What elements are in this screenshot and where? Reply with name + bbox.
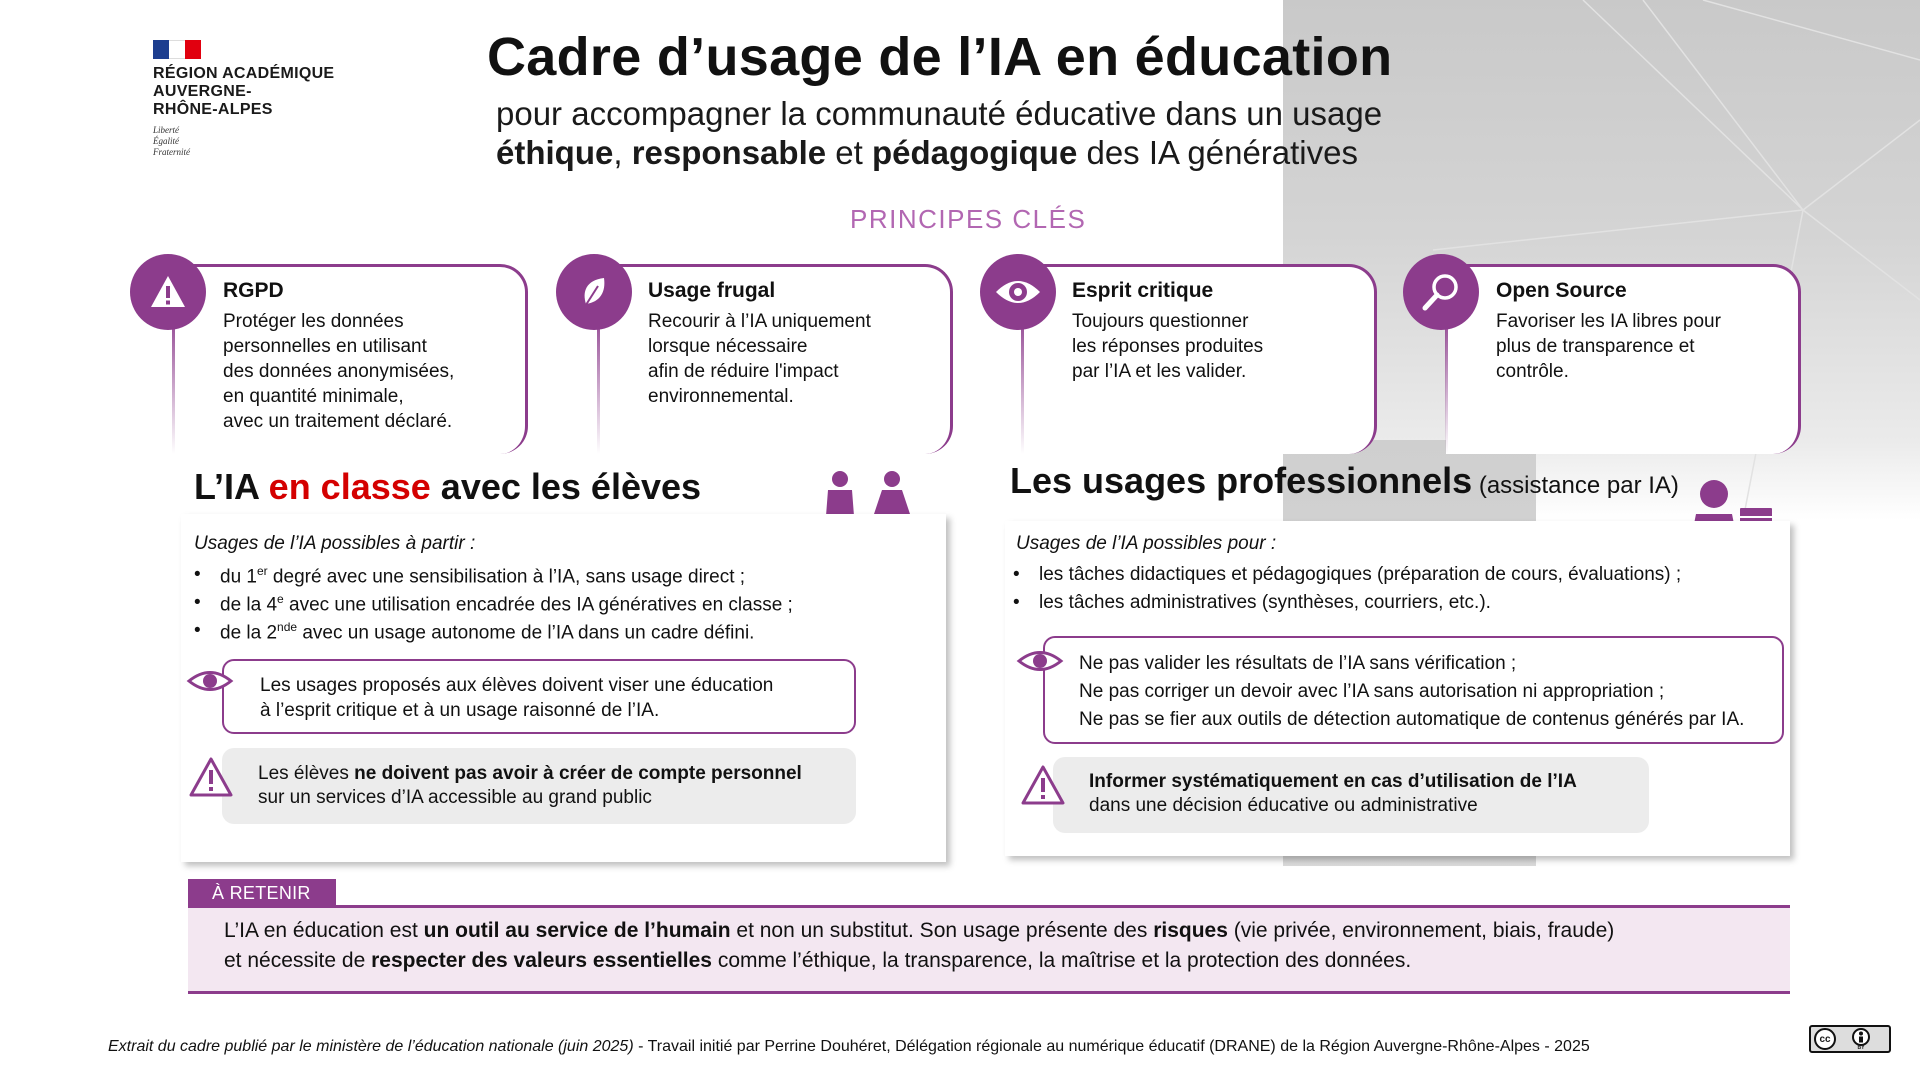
pro-title: Les usages professionnels <box>1010 460 1473 501</box>
principle-title: Open Source <box>1496 279 1627 302</box>
principle-card-frugal <box>598 264 953 454</box>
warning-text: Les élèves <box>258 763 355 784</box>
subtitle-end: des IA génératives <box>1077 134 1358 171</box>
eye-icon <box>186 664 234 698</box>
pro-intro: Usages de l’IA possibles pour : <box>1016 533 1277 554</box>
retenir-tag: À RETENIR <box>188 879 336 906</box>
by-icon <box>1852 1028 1870 1051</box>
retenir-line-2 <box>224 949 1411 973</box>
subtitle-sep: , <box>613 134 632 171</box>
bullet-text: du 1 <box>220 566 257 588</box>
footer-credit <box>108 1038 1590 1056</box>
logo-name: RÉGION ACADÉMIQUE AUVERGNE- RHÔNE-ALPES <box>153 65 335 118</box>
retenir-text: L’IA en éducation est <box>224 919 424 942</box>
eye-icon <box>1016 644 1064 678</box>
warning-line-1 <box>258 762 856 786</box>
retenir-bold: un outil au service de l’humain <box>423 919 731 942</box>
retenir-text: comme l’éthique, la transparence, la maîtrise et la protection des données. <box>711 949 1412 972</box>
principle-title: RGPD <box>223 279 284 302</box>
principle-title: Usage frugal <box>648 279 776 302</box>
principle-card-rgpd <box>173 264 528 454</box>
pro-title-small: (assistance par IA) <box>1472 472 1679 499</box>
by-label: BY <box>1857 1044 1865 1051</box>
classe-panel <box>181 514 946 862</box>
person-icon <box>1852 1028 1870 1046</box>
bullet-sup: nde <box>277 620 298 634</box>
subtitle-line-1: pour accompagner la communauté éducative dans un usage <box>496 95 1383 132</box>
eye-icon <box>980 254 1056 330</box>
page-subtitle <box>496 94 1382 172</box>
classe-title-red: en classe <box>268 466 431 507</box>
warning-bold: Informer systématiquement en cas d’utilisation de l’IA <box>1089 771 1577 792</box>
classe-warning-box <box>222 748 856 824</box>
pro-eye-box: Ne pas valider les résultats de l’IA sans vérification ; Ne pas corriger un devoir avec l’IA sans autorisation ni appropriation ; Ne pas se fier aux outils de détection automatique de contenus générés par IA. <box>1043 636 1784 744</box>
principle-text: Favoriser les IA libres pour plus de transparence et contrôle. <box>1496 311 1721 382</box>
bullet-sup: er <box>256 564 268 578</box>
principle-title: Esprit critique <box>1072 279 1214 302</box>
footer-author: - Travail initié par Perrine Douhéret, Délégation régionale au numérique éducatif (DRANE) de la Région Auvergne-Rhône-Alpes - 2025 <box>633 1038 1590 1055</box>
cc-icon: cc <box>1814 1028 1836 1050</box>
page-title: Cadre d’usage de l’IA en éducation <box>487 27 1393 87</box>
warning-line-2: dans une décision éducative ou administrative <box>1089 795 1478 816</box>
footer-source: Extrait du cadre publié par le ministère de l’éducation nationale (juin 2025) <box>108 1038 634 1055</box>
logo-motto: Liberté Égalité Fraternité <box>153 125 190 157</box>
principle-text: Recourir à l’IA uniquement lorsque nécessaire afin de réduire l'impact environnemental. <box>648 311 871 407</box>
principle-card-critique <box>1022 264 1377 454</box>
principle-text: Toujours questionner les réponses produites par l’IA et les valider. <box>1072 311 1264 382</box>
retenir-bold: respecter des valeurs essentielles <box>371 949 712 972</box>
retenir-bold: risques <box>1153 919 1228 942</box>
bullet-text: de la 4 <box>220 594 278 616</box>
list-item <box>220 620 754 644</box>
warning-icon <box>130 254 206 330</box>
principle-card-opensource <box>1446 264 1801 454</box>
warning-outline-icon <box>1020 764 1066 806</box>
pro-section-title <box>1010 460 1679 502</box>
classe-eye-box: Les usages proposés aux élèves doivent viser une éducation à l’esprit critique et à un usage raisonné de l’IA. <box>222 659 856 734</box>
warning-bold: ne doivent pas avoir à créer de compte personnel <box>354 763 802 784</box>
subtitle-ethique: éthique <box>496 134 614 171</box>
bullet-text: degré avec une sensibilisation à l’IA, sans usage direct ; <box>267 566 746 588</box>
subtitle-responsable: responsable <box>631 134 827 171</box>
classe-intro: Usages de l’IA possibles à partir : <box>194 533 476 554</box>
subtitle-sep: et <box>826 134 872 171</box>
list-item: • les tâches didactiques et pédagogiques (préparation de cours, évaluations) ; <box>1039 564 1681 586</box>
classe-section-title <box>194 466 701 508</box>
retenir-line-1 <box>224 919 1614 943</box>
principle-text: Protéger les données personnelles en utilisant des données anonymisées, en quantité minimale, avec un traitement déclaré. <box>223 311 455 432</box>
warning-line-2: sur un services d’IA accessible au grand public <box>258 787 652 808</box>
region-logo <box>153 40 383 158</box>
principes-heading: PRINCIPES CLÉS <box>850 204 1087 234</box>
pro-panel <box>1005 521 1790 856</box>
retenir-text: (vie privée, environnement, biais, fraude) <box>1227 919 1615 942</box>
bullet-text: avec une utilisation encadrée des IA génératives en classe ; <box>283 594 793 616</box>
retenir-text: et non un substitut. Son usage présente des <box>730 919 1154 942</box>
pro-warning-box <box>1053 757 1649 833</box>
bullet-text: avec un usage autonome de l’IA dans un cadre défini. <box>297 622 755 644</box>
subtitle-pedagogique: pédagogique <box>871 134 1078 171</box>
subtitle-line-2 <box>496 133 1382 172</box>
list-item <box>220 564 745 588</box>
bullet-text: de la 2 <box>220 622 278 644</box>
retenir-text: et nécessite de <box>224 949 372 972</box>
classe-title-a: L’IA <box>194 466 269 507</box>
magnifier-icon <box>1403 254 1479 330</box>
creative-commons-badge[interactable] <box>1809 1025 1891 1053</box>
classe-title-b: avec les élèves <box>430 466 702 507</box>
leaf-icon <box>556 254 632 330</box>
warning-outline-icon <box>188 756 234 798</box>
french-flag-icon <box>153 40 201 59</box>
list-item: • les tâches administratives (synthèses, courriers, etc.). <box>1039 592 1491 614</box>
list-item <box>220 592 793 616</box>
bullet-sup: e <box>277 592 284 606</box>
